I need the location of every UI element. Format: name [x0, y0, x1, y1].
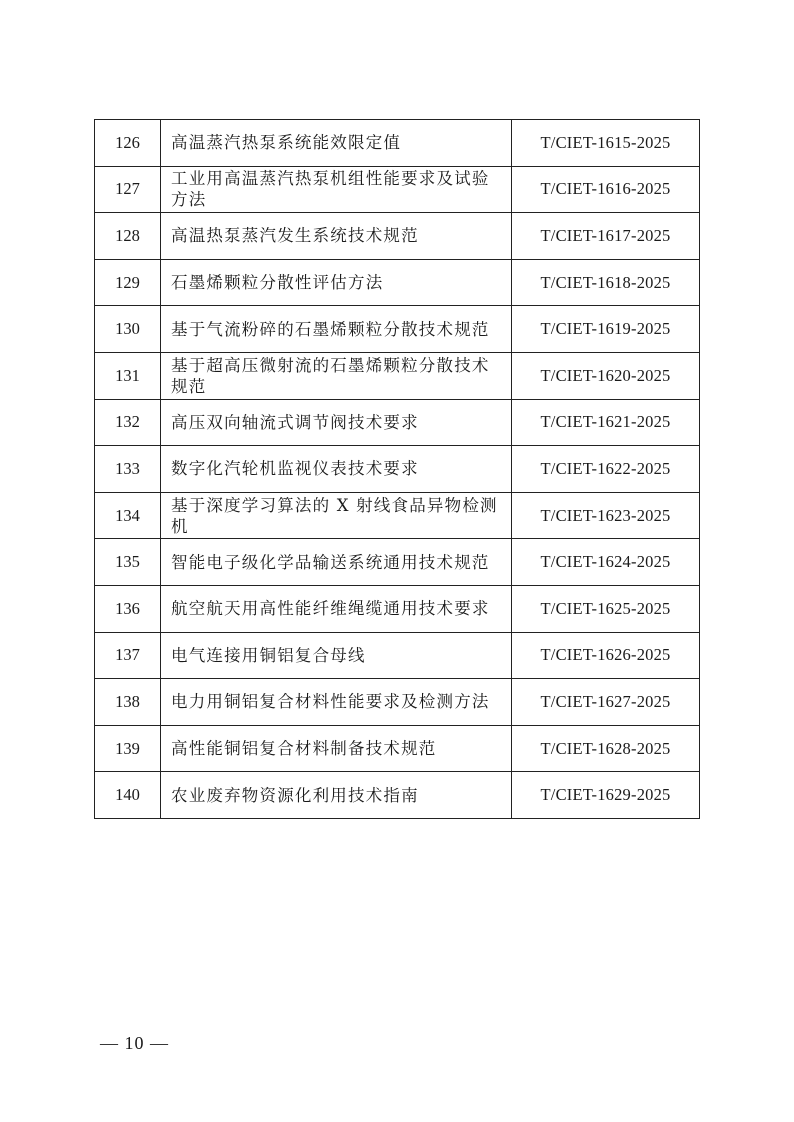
row-number: 137	[95, 632, 161, 679]
standard-name: 数字化汽轮机监视仪表技术要求	[161, 446, 512, 493]
row-number: 140	[95, 772, 161, 819]
standard-name: 高温蒸汽热泵系统能效限定值	[161, 120, 512, 167]
standard-code: T/CIET-1627-2025	[512, 679, 700, 726]
page-number: — 10 —	[100, 1033, 169, 1053]
table-row	[95, 166, 700, 213]
standard-name: 基于超高压微射流的石墨烯颗粒分散技术规范	[161, 352, 512, 399]
standard-name: 基于气流粉碎的石墨烯颗粒分散技术规范	[161, 306, 512, 353]
standards-table-body	[95, 120, 700, 819]
standard-name: 工业用高温蒸汽热泵机组性能要求及试验方法	[161, 166, 512, 213]
row-number: 139	[95, 725, 161, 772]
row-number: 131	[95, 352, 161, 399]
standards-table	[94, 119, 700, 819]
standard-name: 石墨烯颗粒分散性评估方法	[161, 259, 512, 306]
table-row	[95, 399, 700, 446]
standard-code: T/CIET-1625-2025	[512, 585, 700, 632]
standard-code: T/CIET-1623-2025	[512, 492, 700, 539]
standard-code: T/CIET-1621-2025	[512, 399, 700, 446]
table-row	[95, 772, 700, 819]
row-number: 134	[95, 492, 161, 539]
standard-code: T/CIET-1622-2025	[512, 446, 700, 493]
standard-code: T/CIET-1616-2025	[512, 166, 700, 213]
table-row	[95, 492, 700, 539]
standard-code: T/CIET-1624-2025	[512, 539, 700, 586]
standard-name: 农业废弃物资源化利用技术指南	[161, 772, 512, 819]
standard-name: 航空航天用高性能纤维绳缆通用技术要求	[161, 585, 512, 632]
table-row	[95, 539, 700, 586]
row-number: 129	[95, 259, 161, 306]
standard-code: T/CIET-1620-2025	[512, 352, 700, 399]
standard-name: 电力用铜铝复合材料性能要求及检测方法	[161, 679, 512, 726]
table-row	[95, 259, 700, 306]
standard-code: T/CIET-1615-2025	[512, 120, 700, 167]
standard-name: 基于深度学习算法的 X 射线食品异物检测机	[161, 492, 512, 539]
standard-code: T/CIET-1626-2025	[512, 632, 700, 679]
row-number: 133	[95, 446, 161, 493]
standard-code: T/CIET-1618-2025	[512, 259, 700, 306]
standard-code: T/CIET-1617-2025	[512, 213, 700, 260]
table-row	[95, 446, 700, 493]
row-number: 132	[95, 399, 161, 446]
table-row	[95, 306, 700, 353]
row-number: 126	[95, 120, 161, 167]
table-row	[95, 725, 700, 772]
table-row	[95, 679, 700, 726]
standard-name: 高压双向轴流式调节阀技术要求	[161, 399, 512, 446]
table-row	[95, 213, 700, 260]
row-number: 136	[95, 585, 161, 632]
row-number: 135	[95, 539, 161, 586]
standard-name: 智能电子级化学品输送系统通用技术规范	[161, 539, 512, 586]
row-number: 130	[95, 306, 161, 353]
row-number: 128	[95, 213, 161, 260]
standard-code: T/CIET-1628-2025	[512, 725, 700, 772]
table-row	[95, 632, 700, 679]
standard-name: 高温热泵蒸汽发生系统技术规范	[161, 213, 512, 260]
row-number: 127	[95, 166, 161, 213]
table-row	[95, 585, 700, 632]
standard-name: 高性能铜铝复合材料制备技术规范	[161, 725, 512, 772]
standard-code: T/CIET-1619-2025	[512, 306, 700, 353]
row-number: 138	[95, 679, 161, 726]
table-row	[95, 352, 700, 399]
standard-code: T/CIET-1629-2025	[512, 772, 700, 819]
standard-name: 电气连接用铜铝复合母线	[161, 632, 512, 679]
table-row	[95, 120, 700, 167]
